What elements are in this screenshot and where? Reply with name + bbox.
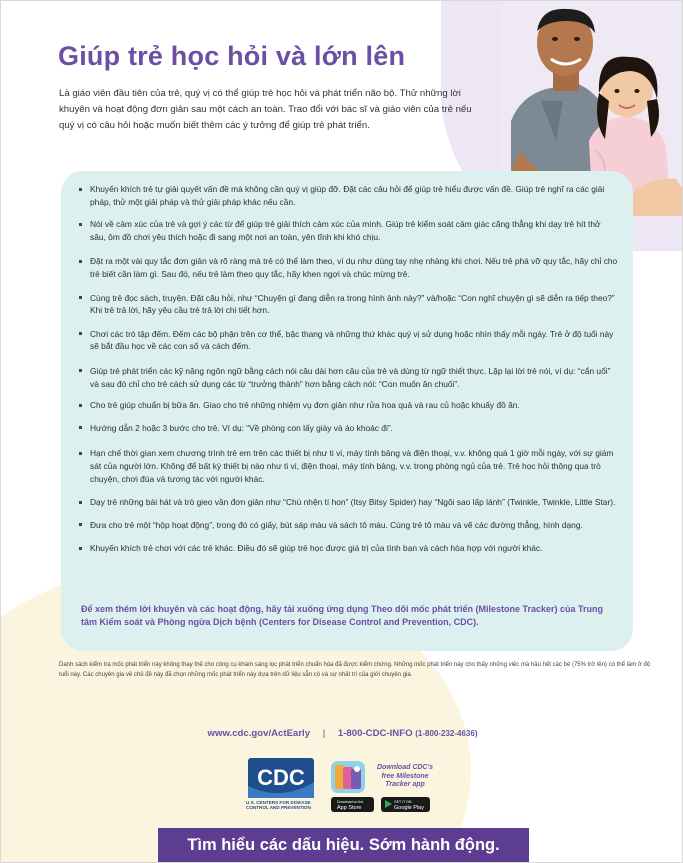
app-download-note: Để xem thêm lời khuyên và các hoạt động, hãy tải xuống ứng dụng Theo dõi mốc phát triển (Milestone Tracker) của Trung tâm Kiểm soát và Phòng ngừa Dịch bệnh (Centers for Disease Control and Prevention, CDC). [81, 604, 603, 627]
cdc-caption-line: U.S. CENTERS FOR DISEASE [246, 800, 311, 805]
app-promo-line: free Milestone [381, 772, 429, 780]
tip-item: Khuyến khích trẻ chơi với các trẻ khác. Điều đó sẽ giúp trẻ học được giá trị của tình bạn và cách hòa hợp với người khác. [78, 542, 618, 555]
google-play-small-text: GET IT ON [394, 799, 412, 804]
tip-item: Chơi các trò tập đếm. Đếm các bộ phận trên cơ thể, bậc thang và những thứ khác quý vị sử dụng hoặc nhìn thấy mỗi ngày. Trẻ ở độ tuổi này sẽ bắt đầu học về các con số và cách đếm. [78, 328, 618, 353]
phone-digits: (1-800-232-4636) [415, 729, 478, 738]
phone-number[interactable]: 1-800-CDC-INFO [337, 728, 413, 739]
tip-item: Dạy trẻ những bài hát và trò gieo vần đơn giản như “Chú nhện tí hon” (Itsy Bitsy Spider) hay “Ngôi sao lấp lánh” (Twinkle, Twinkle, Little Star). [78, 496, 618, 509]
tip-item: Đưa cho trẻ một “hộp hoạt động”, trong đó có giấy, bút sáp màu và sách tô màu. Cùng trẻ tô màu và vẽ các đường thẳng, hình dạng. [78, 519, 618, 532]
contact-separator: | [322, 728, 326, 739]
google-play-badge[interactable] [381, 797, 430, 812]
tip-item: Hạn chế thời gian xem chương trình trẻ em trên các thiết bị như ti vi, máy tính bảng và điện thoại, v.v. không quá 1 giờ mỗi ngày, với sự giám sát của người lớn. Không để bất kỳ thiết bị nào như ti vi, điện thoại, máy tính bảng, v.v. trong phòng ngủ của trẻ. Trẻ học hỏi thông qua trò chuyện, chơi đùa và tương tác với người khác. [78, 447, 618, 485]
website-link[interactable]: www.cdc.gov/ActEarly [207, 728, 311, 739]
tip-item: Đặt ra một vài quy tắc đơn giản và rõ ràng mà trẻ có thể làm theo, ví dụ như dùng tay nhẹ nhàng khi chơi. Nếu trẻ phá vỡ quy tắc, hãy chỉ cho trẻ biết cần làm gì. Sau đó, nếu trẻ làm theo quy tắc, hãy khen ngợi và chúc mừng trẻ. [78, 255, 618, 280]
app-store-badge[interactable] [331, 797, 374, 812]
page-title: Giúp trẻ học hỏi và lớn lên [58, 41, 406, 71]
app-promo-text [365, 764, 445, 790]
cdc-caption [246, 800, 324, 810]
slogan-banner: Tìm hiểu các dấu hiệu. Sớm hành động. [158, 828, 529, 862]
app-store-small-text: Download on the [337, 799, 364, 804]
tip-item: Cùng trẻ đọc sách, truyện. Đặt câu hỏi, như “Chuyện gì đang diễn ra trong hình ảnh này?” và/hoặc “Con nghĩ chuyện gì sẽ diễn ra tiếp theo?” Khi trẻ trả lời, hãy yêu cầu trẻ trả lời chi tiết hơn. [78, 292, 618, 317]
google-play-label: Google Play [394, 804, 424, 811]
tip-item: Giúp trẻ phát triển các kỹ năng ngôn ngữ bằng cách nói câu dài hơn câu của trẻ và dùng từ ngữ thiết thực. Lặp lại lời trẻ nói, ví dụ: “cẩn uổi” và sau đó chỉ cho trẻ cách sử dụng các từ “trưởng thành” hơn bằng cách nói: “Con muốn ăn chuối”. [78, 365, 618, 390]
tip-item: Nói về cảm xúc của trẻ và gợi ý các từ để giúp trẻ giải thích cảm xúc của mình. Giúp trẻ kiểm soát cảm giác căng thẳng khi dạy trẻ hít thở sâu, ôm đồ chơi yêu thích hoặc đi sang một nơi an toàn, yên tĩnh khi khó chịu. [78, 218, 618, 243]
disclaimer-text: Danh sách kiểm tra mốc phát triển này không thay thế cho công cụ khám sàng lọc phát triển chuẩn hóa đã được kiểm chứng. Những mốc phát triển này cho thấy những việc mà hầu hết các bé (75% trở lên) có thể làm ở độ tuổi này. Các chuyên gia về chủ đề này đã chọn những mốc phát triển này dựa trên dữ liệu sẵn có và sự nhất trí của giới chuyên gia. [59, 662, 651, 678]
google-play-icon [385, 800, 392, 810]
tip-item: Cho trẻ giúp chuẩn bị bữa ăn. Giao cho trẻ những nhiệm vụ đơn giản như rửa hoa quả và rau củ hoặc khuấy đồ ăn. [78, 399, 618, 412]
milestone-app-icon[interactable] [331, 761, 365, 793]
tip-item: Hướng dẫn 2 hoặc 3 bước cho trẻ. Ví dụ: “Về phòng con lấy giày và áo khoác đi”. [78, 422, 618, 435]
tip-item: Khuyến khích trẻ tự giải quyết vấn đề mà không cần quý vị giúp đỡ. Đặt các câu hỏi để giúp trẻ hiểu được vấn đề. Giúp trẻ nghĩ ra các giải pháp, thử một giải pháp và thử giải pháp khác nếu cần. [78, 183, 618, 208]
app-promo-line: Tracker app [385, 781, 425, 789]
app-promo-line: Download CDC's [376, 764, 434, 771]
tips-list [78, 183, 618, 555]
cdc-logo-text: CDC [257, 765, 305, 790]
cdc-caption-line: CONTROL AND PREVENTION [246, 805, 311, 811]
contact-line [1, 728, 683, 739]
app-store-label: App Store [337, 804, 362, 811]
intro-paragraph: Là giáo viên đầu tiên của trẻ, quý vị có thể giúp trẻ học hỏi và phát triển não bộ. Thử những lời khuyên và hoạt động đơn giản sau một cách an toàn. Trao đổi với bác sĩ và giáo viên của trẻ nếu quý vị có câu hỏi hoặc muốn biết thêm các ý tưởng để giúp trẻ phát triển. [59, 88, 472, 132]
